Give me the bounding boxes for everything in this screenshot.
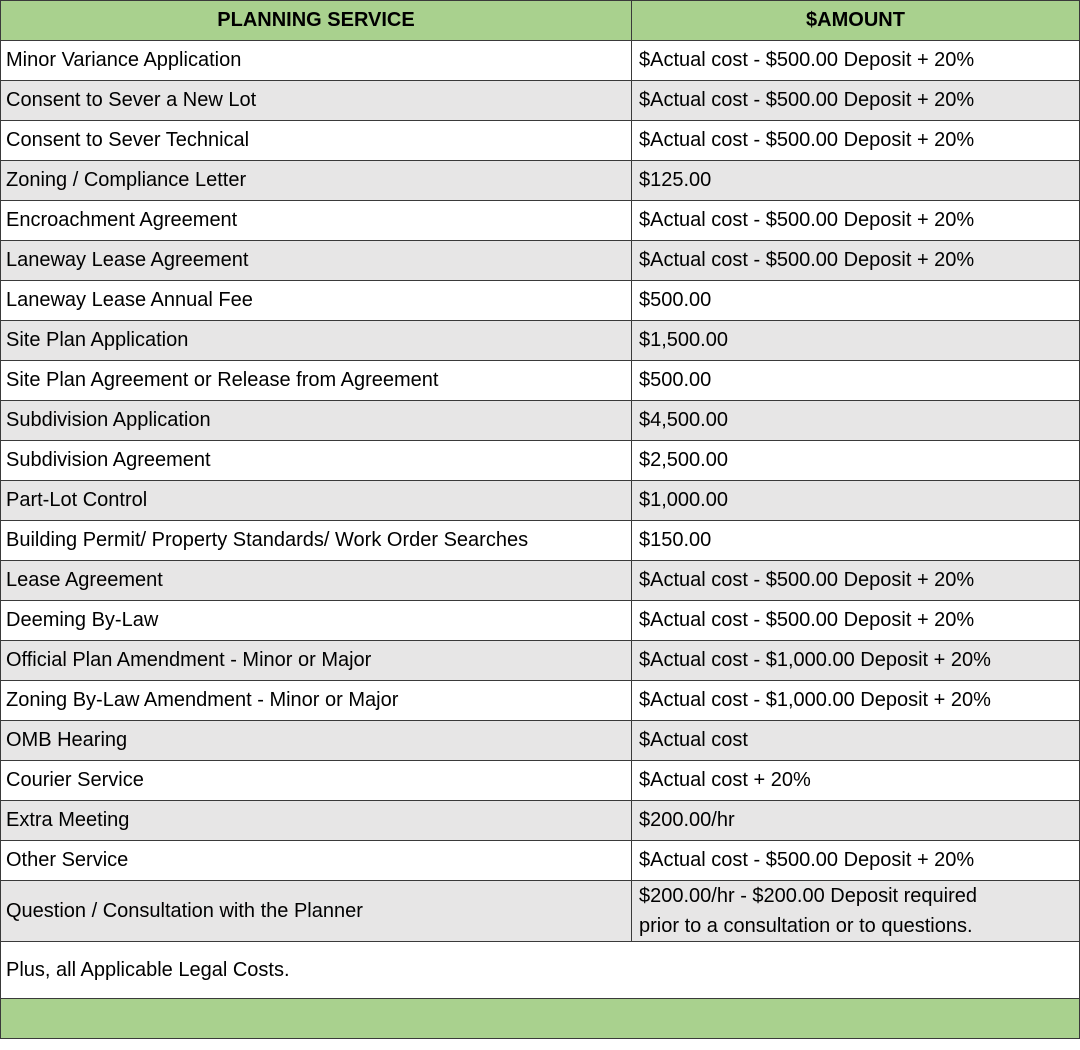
table-row xyxy=(1,201,1080,241)
service-cell: Consent to Sever Technical xyxy=(1,121,632,161)
table-row xyxy=(1,841,1080,881)
amount-cell: $Actual cost - $1,000.00 Deposit + 20% xyxy=(632,681,1080,721)
table-footer-row xyxy=(1,999,1080,1039)
table-row xyxy=(1,681,1080,721)
table-row xyxy=(1,761,1080,801)
service-cell: Subdivision Application xyxy=(1,401,632,441)
amount-cell: $500.00 xyxy=(632,281,1080,321)
table-row xyxy=(1,321,1080,361)
amount-cell: $Actual cost - $500.00 Deposit + 20% xyxy=(632,41,1080,81)
note-row xyxy=(1,942,1080,999)
service-cell: Part-Lot Control xyxy=(1,481,632,521)
amount-cell: $Actual cost xyxy=(632,721,1080,761)
table-row xyxy=(1,121,1080,161)
amount-cell: $1,000.00 xyxy=(632,481,1080,521)
amount-line: prior to a consultation or to questions. xyxy=(639,915,973,937)
table-row xyxy=(1,521,1080,561)
service-cell: Lease Agreement xyxy=(1,561,632,601)
service-cell: Laneway Lease Agreement xyxy=(1,241,632,281)
service-cell: Official Plan Amendment - Minor or Major xyxy=(1,641,632,681)
table-row xyxy=(1,881,1080,942)
service-cell: Site Plan Application xyxy=(1,321,632,361)
amount-cell: $Actual cost + 20% xyxy=(632,761,1080,801)
table-row xyxy=(1,721,1080,761)
amount-cell: $Actual cost - $500.00 Deposit + 20% xyxy=(632,81,1080,121)
amount-cell xyxy=(632,881,1080,942)
amount-cell: $200.00/hr xyxy=(632,801,1080,841)
table-row xyxy=(1,361,1080,401)
service-cell: Building Permit/ Property Standards/ Work Order Searches xyxy=(1,521,632,561)
service-cell: Other Service xyxy=(1,841,632,881)
table-row xyxy=(1,161,1080,201)
service-cell: Laneway Lease Annual Fee xyxy=(1,281,632,321)
column-header-service: PLANNING SERVICE xyxy=(1,1,632,41)
amount-cell: $Actual cost - $500.00 Deposit + 20% xyxy=(632,601,1080,641)
table-row xyxy=(1,601,1080,641)
footer-bar xyxy=(1,999,1080,1039)
amount-cell: $2,500.00 xyxy=(632,441,1080,481)
amount-cell: $Actual cost - $1,000.00 Deposit + 20% xyxy=(632,641,1080,681)
table-row xyxy=(1,801,1080,841)
amount-cell: $4,500.00 xyxy=(632,401,1080,441)
service-cell: Minor Variance Application xyxy=(1,41,632,81)
table-row xyxy=(1,241,1080,281)
table-row xyxy=(1,401,1080,441)
service-cell: Zoning / Compliance Letter xyxy=(1,161,632,201)
amount-cell: $Actual cost - $500.00 Deposit + 20% xyxy=(632,201,1080,241)
column-header-amount: $AMOUNT xyxy=(632,1,1080,41)
table-row xyxy=(1,41,1080,81)
amount-cell: $125.00 xyxy=(632,161,1080,201)
amount-cell: $Actual cost - $500.00 Deposit + 20% xyxy=(632,561,1080,601)
table-row xyxy=(1,281,1080,321)
table-header-row xyxy=(1,1,1080,41)
amount-cell: $Actual cost - $500.00 Deposit + 20% xyxy=(632,241,1080,281)
service-cell: OMB Hearing xyxy=(1,721,632,761)
amount-cell: $1,500.00 xyxy=(632,321,1080,361)
service-cell: Extra Meeting xyxy=(1,801,632,841)
service-cell: Subdivision Agreement xyxy=(1,441,632,481)
service-cell: Question / Consultation with the Planner xyxy=(1,881,632,942)
amount-cell: $Actual cost - $500.00 Deposit + 20% xyxy=(632,121,1080,161)
service-cell: Consent to Sever a New Lot xyxy=(1,81,632,121)
amount-cell: $Actual cost - $500.00 Deposit + 20% xyxy=(632,841,1080,881)
service-cell: Deeming By-Law xyxy=(1,601,632,641)
service-cell: Courier Service xyxy=(1,761,632,801)
table-row xyxy=(1,641,1080,681)
amount-cell: $500.00 xyxy=(632,361,1080,401)
service-cell: Zoning By-Law Amendment - Minor or Major xyxy=(1,681,632,721)
amount-line: $200.00/hr - $200.00 Deposit required xyxy=(639,885,978,907)
legal-costs-note: Plus, all Applicable Legal Costs. xyxy=(1,942,1080,999)
service-cell: Encroachment Agreement xyxy=(1,201,632,241)
table-row xyxy=(1,81,1080,121)
table-row xyxy=(1,561,1080,601)
service-cell: Site Plan Agreement or Release from Agreement xyxy=(1,361,632,401)
table-row xyxy=(1,441,1080,481)
table-row xyxy=(1,481,1080,521)
amount-cell: $150.00 xyxy=(632,521,1080,561)
